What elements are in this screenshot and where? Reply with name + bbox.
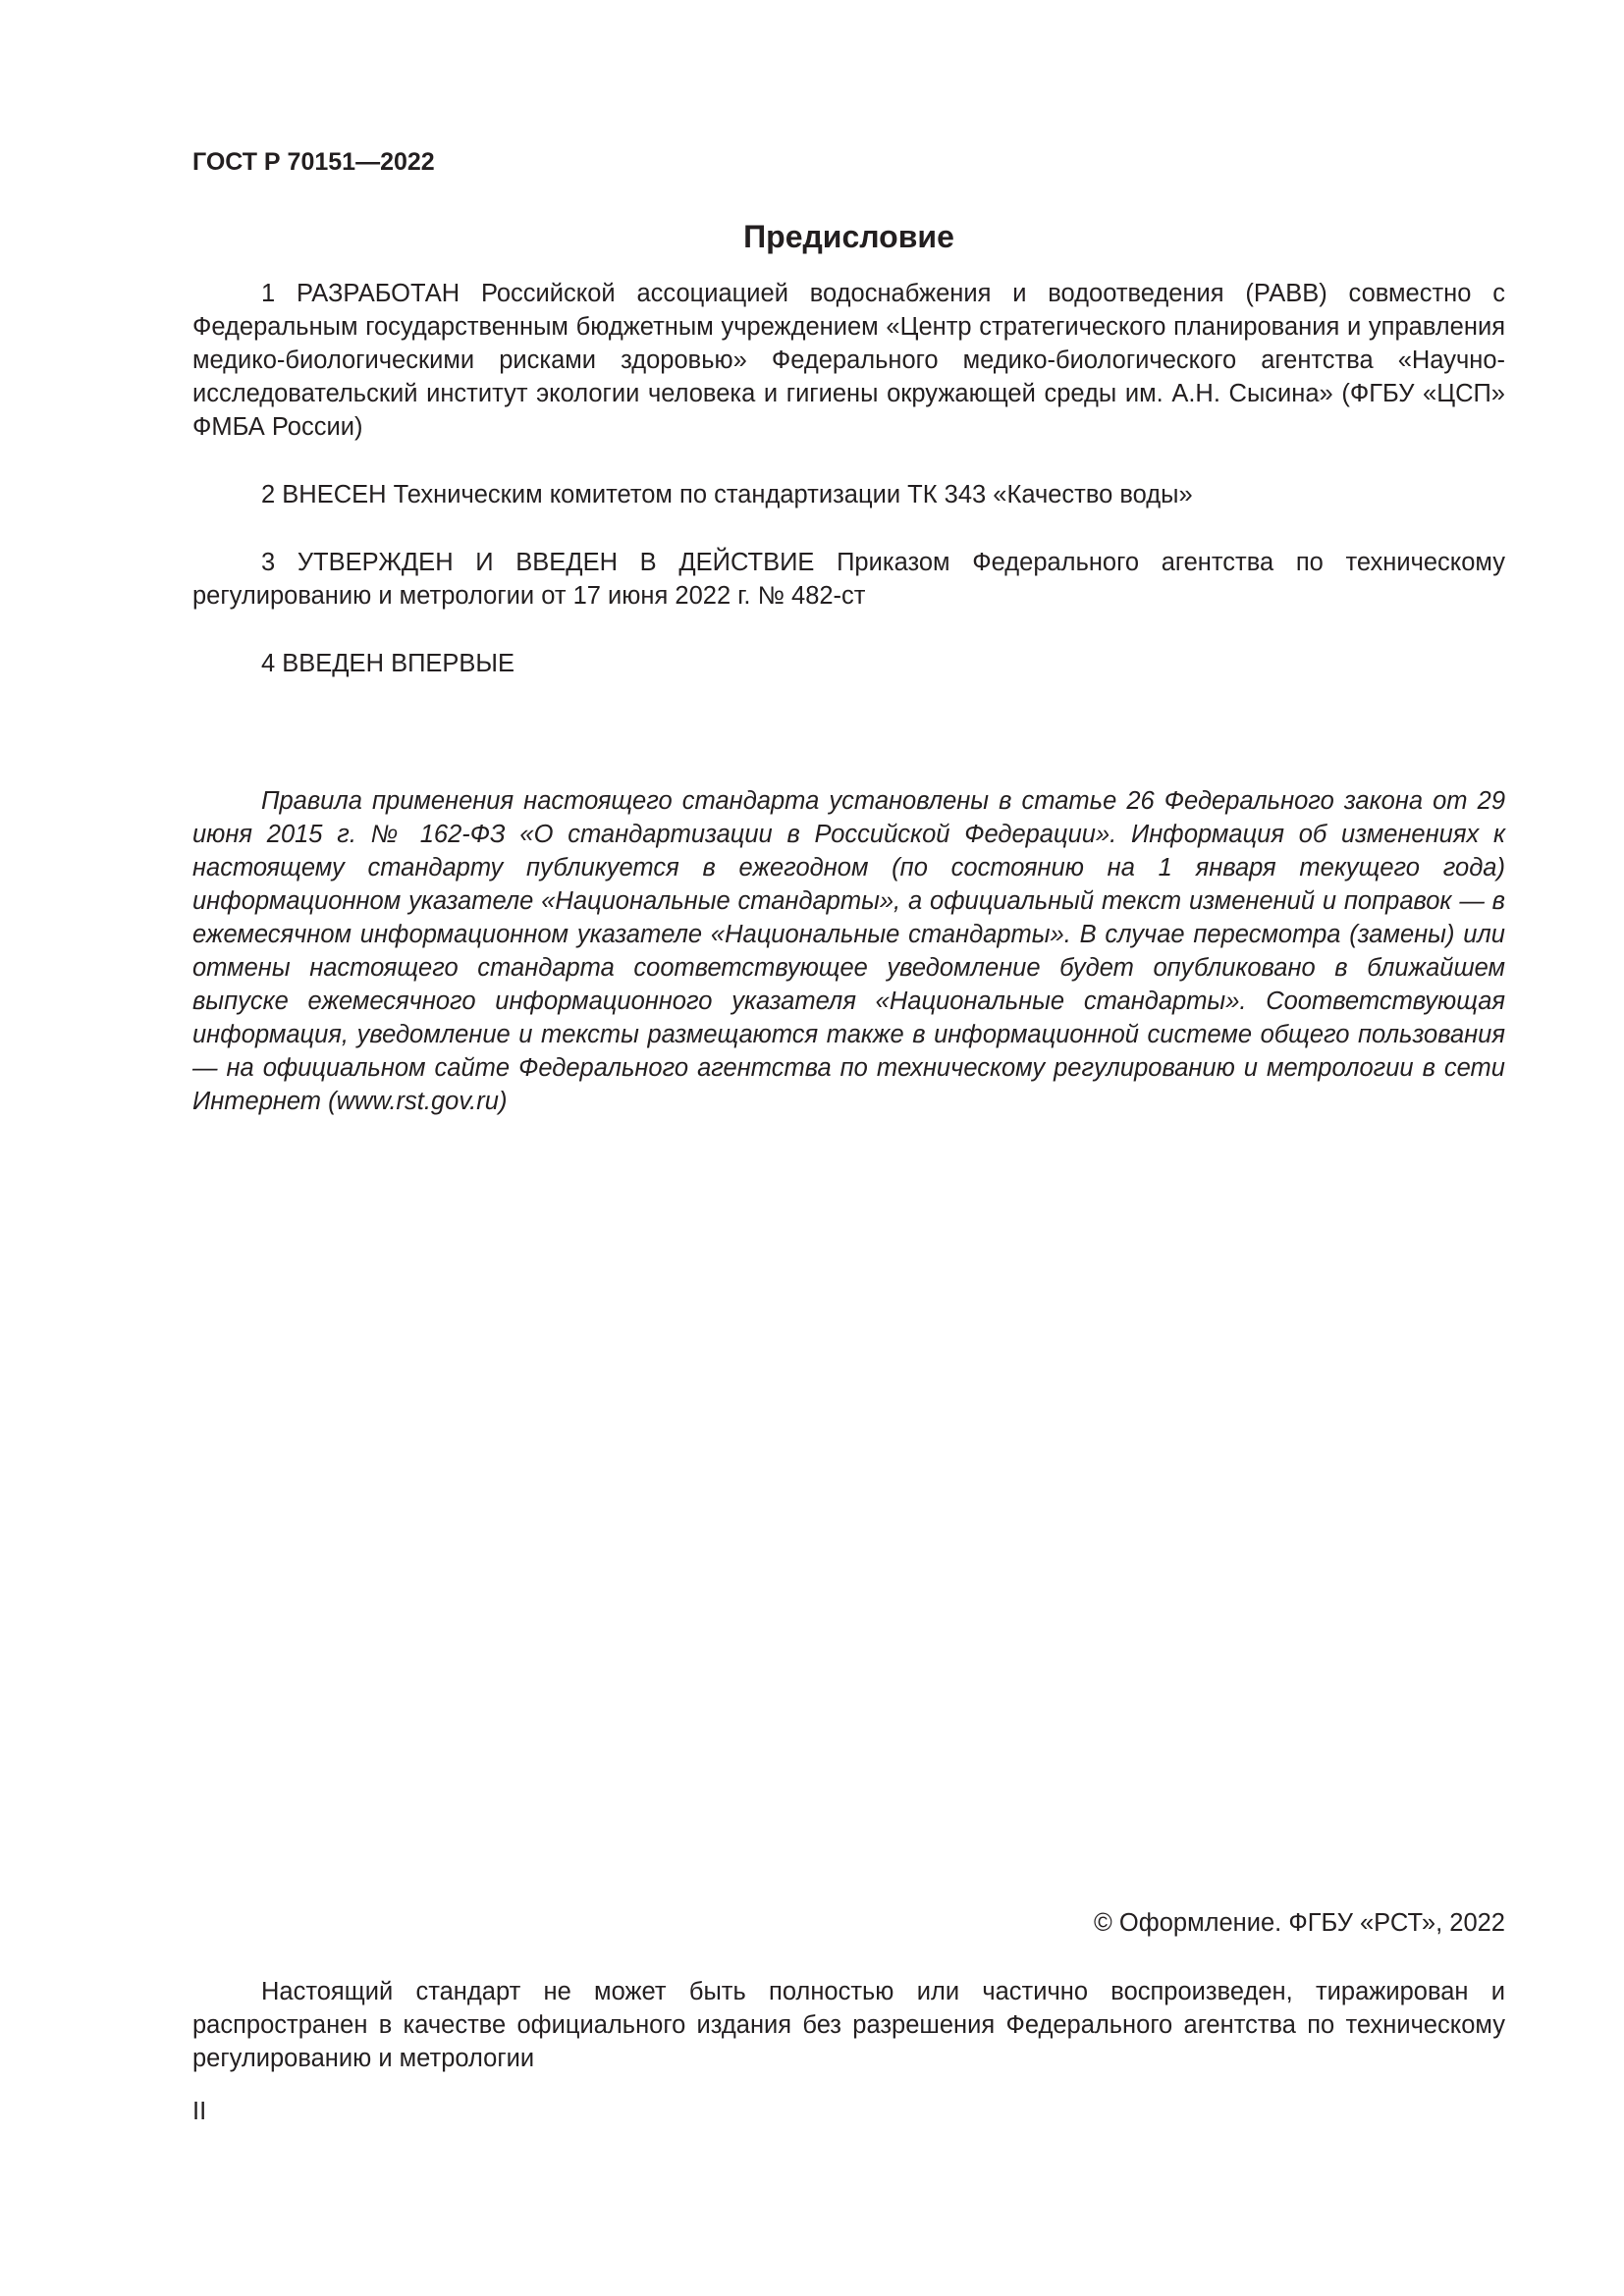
copyright-notice: © Оформление. ФГБУ «РСТ», 2022 bbox=[1094, 1909, 1505, 1937]
preface-item-first-introduced: 4 ВВЕДЕН ВПЕРВЫЕ bbox=[261, 650, 515, 677]
preface-section bbox=[192, 218, 1505, 1118]
reproduction-notice: Настоящий стандарт не может быть полностью или частично воспроизведен, тиражирован и распространен в качестве официального издания без разрешения Федерального агентства по техническому регулированию и метрологии bbox=[192, 1978, 1505, 2072]
page-number: II bbox=[192, 2098, 207, 2125]
preface-title: Предисловие bbox=[743, 219, 954, 254]
preface-item-developed: 1 РАЗРАБОТАН Российской ассоциацией водоснабжения и водоотведения (РАВВ) совместно с Федеральным государственным бюджетным учреждением «Центр стратегического планирования и управления медико-биологическими рисками здоровью» Федерального медико-биологического агентства «Научно-исследовательский институт экологии человека и гигиены окружающей среды им. А.Н. Сысина» (ФГБУ «ЦСП» ФМБА России) bbox=[192, 280, 1505, 441]
preface-item-approved: 3 УТВЕРЖДЕН И ВВЕДЕН В ДЕЙСТВИЕ Приказом Федерального агентства по техническому регулированию и метрологии от 17 июня 2022 г. № 482-ст bbox=[192, 549, 1505, 610]
preface-item-introduced: 2 ВНЕСЕН Техническим комитетом по стандартизации ТК 343 «Качество воды» bbox=[261, 481, 1193, 508]
application-rules-notice: Правила применения настоящего стандарта установлены в статье 26 Федерального закона от 29 июня 2015 г. № 162-ФЗ «О стандартизации в Российской Федерации». Информация об изменениях к настоящему стандарту публикуется в ежегодном (по состоянию на 1 января текущего года) информационном указателе «Национальные стандарты», а официальный текст изменений и поправок — в ежемесячном информационном указателе «Национальные стандарты». В случае пересмотра (замены) или отмены настоящего стандарта соответствующее уведомление будет опубликовано в ближайшем выпуске ежемесячного информационного указателя «Национальные стандарты». Соответствующая информация, уведомление и тексты размещаются также в информационной системе общего пользования — на официальном сайте Федерального агентства по техническому регулированию и метрологии в сети Интернет (www.rst.gov.ru) bbox=[192, 787, 1505, 1115]
document-code: ГОСТ Р 70151—2022 bbox=[192, 148, 435, 176]
